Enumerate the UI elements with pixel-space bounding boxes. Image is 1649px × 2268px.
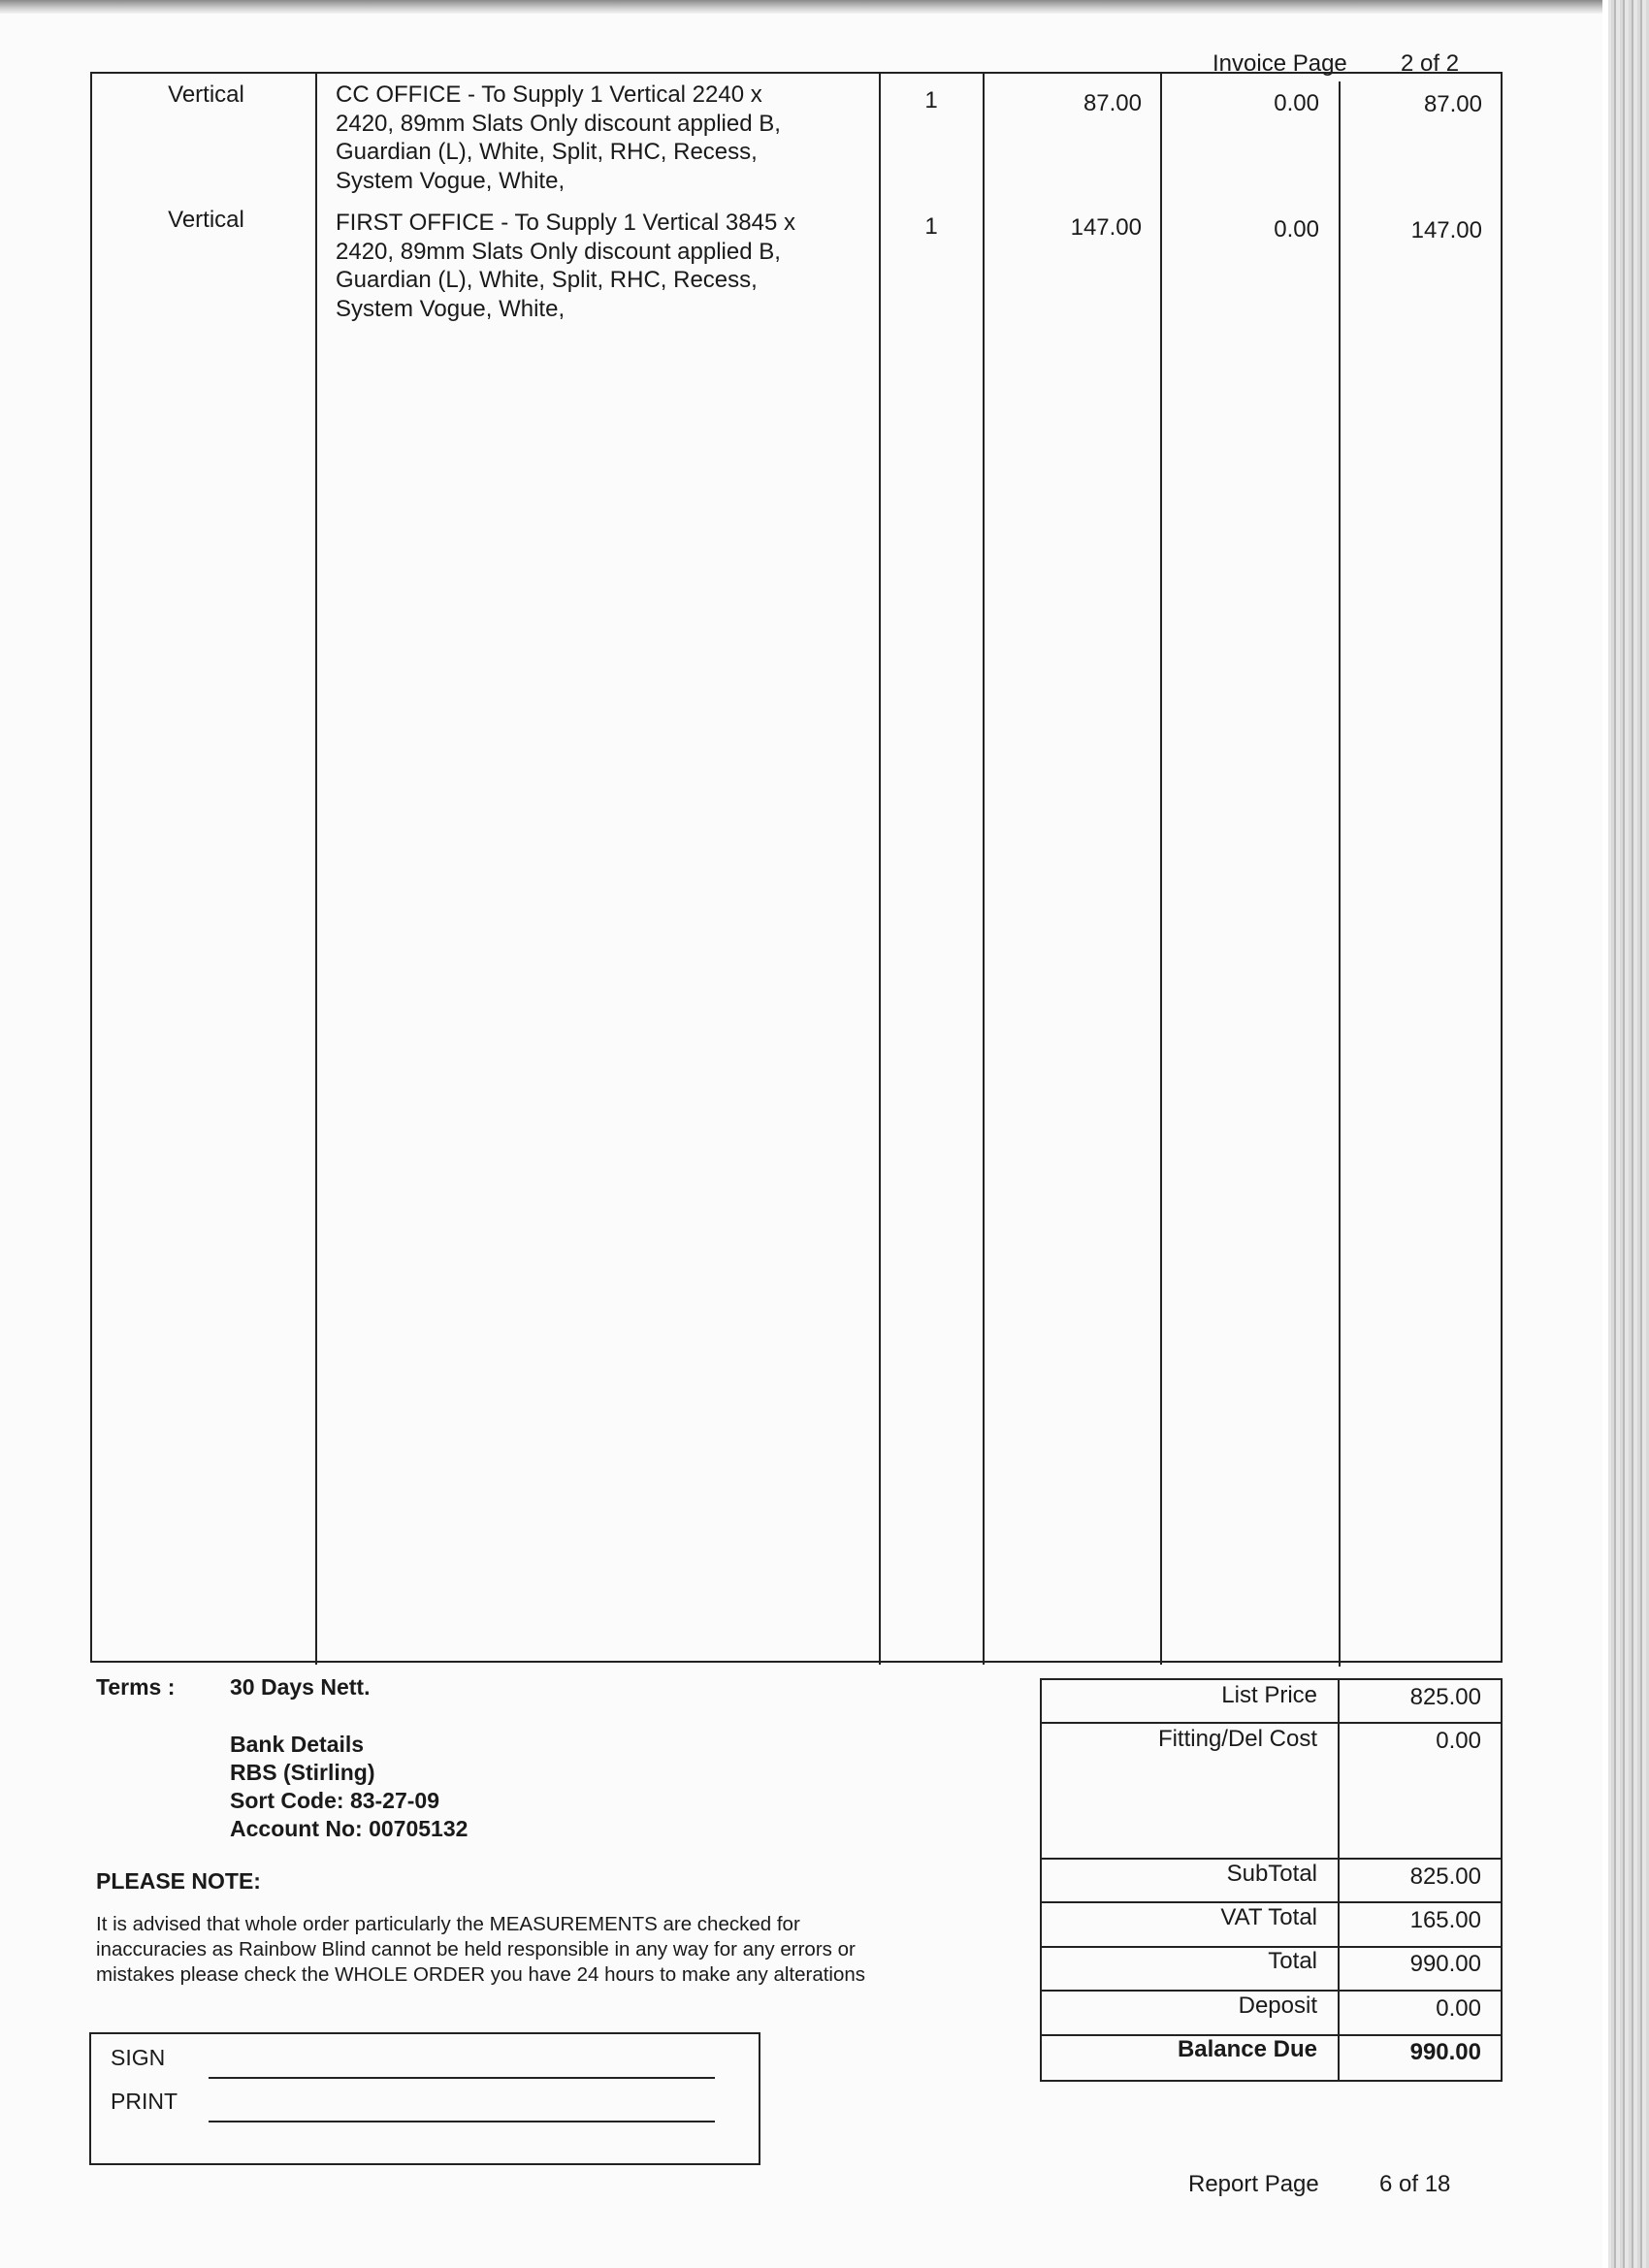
note-title: PLEASE NOTE: [96, 1868, 261, 1894]
item-qty: 1 [924, 87, 938, 113]
totals-row-divider [1040, 1722, 1503, 1724]
bank-name: RBS (Stirling) [230, 1760, 375, 1785]
account-number: Account No: 00705132 [230, 1816, 469, 1841]
balance-due-value: 990.00 [1409, 2039, 1481, 2065]
vat-total-value: 165.00 [1409, 1907, 1481, 1933]
terms-value: 30 Days Nett. [230, 1674, 371, 1700]
column-divider-description [879, 72, 881, 1665]
totals-row-divider [1040, 1858, 1503, 1860]
total-value: 990.00 [1409, 1951, 1481, 1977]
totals-column-divider [1338, 1678, 1340, 2082]
balance-due-label: Balance Due [1177, 2036, 1317, 2062]
item-amount: 87.00 [1423, 91, 1482, 117]
column-divider-type [315, 72, 317, 1665]
report-page-number: 6 of 18 [1379, 2171, 1451, 2197]
invoice-page-label: Invoice Page [1212, 50, 1347, 77]
totals-row-divider [1040, 1901, 1503, 1903]
fitting-cost-value: 0.00 [1436, 1728, 1481, 1754]
column-divider-qty [983, 72, 985, 1665]
signature-box [89, 2032, 760, 2165]
vat-total-label: VAT Total [1220, 1904, 1317, 1930]
invoice-page-number: 2 of 2 [1401, 50, 1460, 77]
sign-label: SIGN [111, 2045, 166, 2070]
deposit-value: 0.00 [1436, 1995, 1481, 2022]
print-label: PRINT [111, 2089, 178, 2114]
column-divider-discount [1339, 81, 1341, 1667]
item-type: Vertical [168, 207, 244, 233]
totals-row-divider [1040, 1990, 1503, 1992]
item-amount: 147.00 [1410, 217, 1482, 243]
list-price-value: 825.00 [1409, 1684, 1481, 1710]
scan-top-edge [0, 0, 1649, 14]
item-description: CC OFFICE - To Supply 1 Vertical 2240 x 2420, 89mm Slats Only discount applied B, Guardian (L), White, Split, RHC, Recess, System Vogue, White, [336, 81, 781, 194]
item-description: FIRST OFFICE - To Supply 1 Vertical 3845 x 2420, 89mm Slats Only discount applied B, Guardian (L), White, Split, RHC, Recess, System Vogue, White, [336, 210, 795, 322]
report-page-label: Report Page [1188, 2171, 1319, 2197]
column-divider-list [1160, 72, 1162, 1665]
item-list-price: 147.00 [1070, 214, 1142, 241]
item-type: Vertical [168, 81, 244, 108]
total-label: Total [1268, 1948, 1317, 1974]
fitting-cost-label: Fitting/Del Cost [1157, 1726, 1317, 1752]
item-qty: 1 [924, 213, 938, 240]
note-text: It is advised that whole order particularly the MEASUREMENTS are checked for inaccuracies as Rainbow Blind cannot be held responsible in any way for any errors or mistakes please check the WHOLE ORDER you have 24 hours to make any alterations [96, 1913, 866, 1986]
list-price-label: List Price [1221, 1682, 1317, 1708]
subtotal-label: SubTotal [1226, 1861, 1317, 1887]
subtotal-value: 825.00 [1409, 1863, 1481, 1890]
sign-line[interactable] [209, 2077, 715, 2079]
print-line[interactable] [209, 2121, 715, 2122]
scan-right-edge [1602, 0, 1649, 2268]
item-discount: 0.00 [1274, 216, 1319, 243]
bank-details-heading: Bank Details [230, 1732, 365, 1757]
terms-label: Terms : [96, 1674, 176, 1700]
item-discount: 0.00 [1274, 90, 1319, 116]
sort-code: Sort Code: 83-27-09 [230, 1788, 440, 1813]
item-list-price: 87.00 [1083, 90, 1142, 116]
deposit-label: Deposit [1238, 1993, 1317, 2019]
